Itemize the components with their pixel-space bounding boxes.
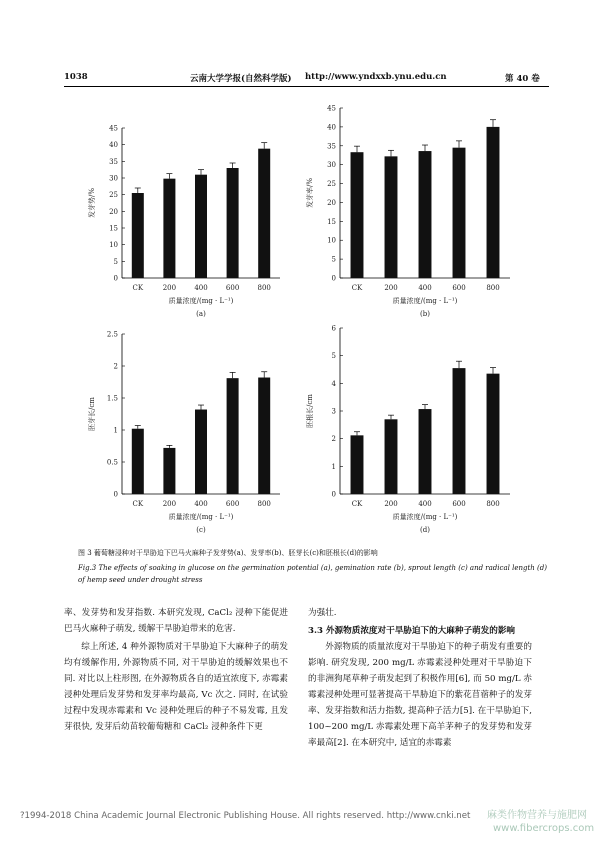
y-tick-label: 40 bbox=[109, 141, 118, 150]
x-tick-label: 400 bbox=[194, 500, 208, 508]
journal-title: 云南大学学报(自然科学版) bbox=[190, 74, 292, 84]
x-axis-label: 质量浓度/(mg · L⁻¹) bbox=[392, 513, 458, 521]
y-tick-label: 30 bbox=[327, 161, 336, 170]
y-tick-label: 20 bbox=[109, 207, 118, 216]
figure-caption-cn: 图 3 葡萄糖浸种对干旱胁迫下巴马火麻种子发芽势(a)、发芽率(b)、胚芽长(c)和胚根长(d)的影响 bbox=[78, 549, 378, 557]
y-tick-label: 6 bbox=[331, 324, 336, 333]
x-tick-label: 200 bbox=[384, 500, 398, 508]
paragraph: 率、发芽势和发芽指数. 本研究发现, CaCl₂ 浸种下能促进巴马火麻种子萌发, 缓解干旱胁迫带来的危害. bbox=[64, 608, 288, 634]
bar bbox=[132, 193, 144, 278]
y-tick-label: 35 bbox=[327, 142, 336, 151]
x-tick-label: 800 bbox=[486, 284, 500, 292]
bar bbox=[453, 148, 466, 278]
bar bbox=[258, 149, 270, 278]
y-tick-label: 1 bbox=[113, 426, 118, 435]
y-tick-label: 10 bbox=[109, 241, 118, 250]
bar bbox=[195, 410, 207, 494]
panel-label: (c) bbox=[196, 526, 206, 534]
bar bbox=[453, 368, 466, 494]
y-tick-label: 25 bbox=[109, 191, 118, 200]
y-tick-label: 10 bbox=[327, 236, 336, 245]
x-tick-label: 600 bbox=[452, 500, 466, 508]
bar bbox=[227, 378, 239, 494]
x-tick-label: 400 bbox=[418, 500, 432, 508]
x-tick-label: 200 bbox=[384, 284, 398, 292]
y-tick-label: 5 bbox=[113, 257, 118, 266]
panel-label: (b) bbox=[420, 310, 430, 318]
y-tick-label: 15 bbox=[109, 224, 118, 233]
bar bbox=[385, 419, 398, 494]
x-tick-label: 200 bbox=[162, 284, 177, 292]
bar bbox=[419, 409, 432, 494]
figure-caption-en: Fig.3 The effects of soaking in glucose on the germination potential (a), gemination rate (b), sprout length (c) and radical length (d) of hemp seed under drought stress bbox=[78, 564, 547, 584]
y-tick-label: 2 bbox=[113, 362, 118, 371]
bar bbox=[385, 156, 398, 278]
x-axis-label: 质量浓度/(mg · L⁻¹) bbox=[392, 297, 458, 305]
x-tick-label: CK bbox=[132, 500, 144, 508]
body-left-column bbox=[64, 605, 288, 735]
y-tick-label: 2 bbox=[331, 435, 336, 444]
copyright-footer: ?1994-2018 China Academic Journal Electronic Publishing House. All rights reserved. http://www.cnki.net bbox=[20, 811, 471, 821]
y-tick-label: 45 bbox=[109, 124, 118, 133]
y-tick-label: 15 bbox=[327, 217, 336, 226]
x-tick-label: 800 bbox=[257, 500, 271, 508]
paragraph: 综上所述, 4 种外源物质对干旱胁迫下大麻种子的萌发均有缓解作用, 外源物质不同, 对干旱胁迫的缓解效果也不同. 对比以上柱形图, 在外源物质各自的适宜浓度下, 赤霉素浸种处理后发芽势和发芽率均最高, Vc 次之. 同时, 在试验过程中发现赤霉素和 Vc 浸种处理后的种子不易发霉, 且发芽很快, 发芽后幼苗较葡萄糖和 CaCl₂ 浸种条件下更 bbox=[64, 642, 288, 732]
section-heading: 3.3 外源物质浓度对干旱胁迫下的大麻种子萌发的影响 bbox=[308, 626, 516, 636]
bar bbox=[487, 127, 500, 278]
y-tick-label: 1.5 bbox=[106, 394, 118, 403]
y-tick-label: 35 bbox=[109, 157, 118, 166]
journal-url: http://www.yndxxb.ynu.edu.cn bbox=[305, 72, 447, 82]
y-axis-label: 胚根长/cm bbox=[306, 394, 314, 428]
panel-label: (a) bbox=[196, 310, 206, 318]
x-tick-label: 200 bbox=[162, 500, 177, 508]
x-tick-label: 400 bbox=[194, 284, 208, 292]
bar bbox=[419, 151, 432, 278]
y-tick-label: 0 bbox=[331, 274, 336, 283]
x-tick-label: 600 bbox=[225, 284, 240, 292]
y-axis-label: 胚芽长/cm bbox=[88, 397, 96, 431]
x-axis-label: 质量浓度/(mg · L⁻¹) bbox=[168, 297, 234, 305]
y-tick-label: 25 bbox=[327, 180, 336, 189]
bar bbox=[195, 175, 207, 278]
y-tick-label: 0.5 bbox=[106, 458, 118, 467]
y-tick-label: 5 bbox=[331, 255, 336, 264]
x-tick-label: 800 bbox=[486, 500, 500, 508]
y-tick-label: 30 bbox=[109, 174, 118, 183]
y-tick-label: 5 bbox=[331, 352, 336, 361]
bar bbox=[163, 179, 175, 278]
x-tick-label: 400 bbox=[418, 284, 432, 292]
y-tick-label: 1 bbox=[331, 462, 336, 471]
y-tick-label: 0 bbox=[331, 490, 336, 499]
y-axis-label: 发芽势/% bbox=[88, 187, 96, 219]
bar bbox=[351, 435, 364, 494]
bar bbox=[132, 429, 144, 494]
y-tick-label: 2.5 bbox=[106, 330, 118, 339]
paragraph: 为强壮. bbox=[308, 608, 337, 618]
bar bbox=[258, 378, 270, 494]
x-tick-label: 600 bbox=[452, 284, 466, 292]
bar bbox=[163, 448, 175, 494]
y-tick-label: 20 bbox=[327, 198, 336, 207]
x-tick-label: CK bbox=[351, 284, 363, 292]
watermark-text: 麻类作物营养与施肥网 bbox=[487, 810, 587, 821]
y-tick-label: 3 bbox=[331, 407, 336, 416]
paragraph: 外源物质的质量浓度对干旱胁迫下的种子萌发有重要的影响. 研究发现, 200 mg/L 赤霉素浸种处理对干旱胁迫下的非洲狗尾草种子萌发起到了积极作用[6], 而 50 mg/L 赤霉素浸种处理可显著提高干旱胁迫下的紫花苜蓿种子的发芽率、发芽指数和活力指数, 提高种子活力[5]. 在干旱胁迫下, 100~200 mg/L 赤霉素处理下高羊茅种子的发芽势和发芽率最高[2]. 在本研究中, 适宜的赤霉素 bbox=[308, 642, 532, 748]
y-tick-label: 4 bbox=[331, 379, 336, 388]
x-tick-label: 800 bbox=[257, 284, 271, 292]
panel-label: (d) bbox=[420, 526, 430, 534]
x-tick-label: 600 bbox=[225, 500, 240, 508]
y-tick-label: 0 bbox=[113, 274, 118, 283]
watermark-url: www.fibercrops.com bbox=[493, 823, 595, 834]
body-right-column bbox=[308, 605, 532, 751]
volume-label: 第 40 卷 bbox=[505, 74, 540, 84]
bar bbox=[351, 152, 364, 278]
y-axis-label: 发芽率/% bbox=[306, 177, 314, 209]
x-tick-label: CK bbox=[351, 500, 363, 508]
bar bbox=[487, 374, 500, 494]
x-tick-label: CK bbox=[132, 284, 144, 292]
x-axis-label: 质量浓度/(mg · L⁻¹) bbox=[168, 513, 234, 521]
y-tick-label: 40 bbox=[327, 123, 336, 132]
y-tick-label: 0 bbox=[113, 490, 118, 499]
page-number: 1038 bbox=[64, 72, 88, 82]
bar bbox=[227, 168, 239, 278]
y-tick-label: 45 bbox=[327, 104, 336, 113]
